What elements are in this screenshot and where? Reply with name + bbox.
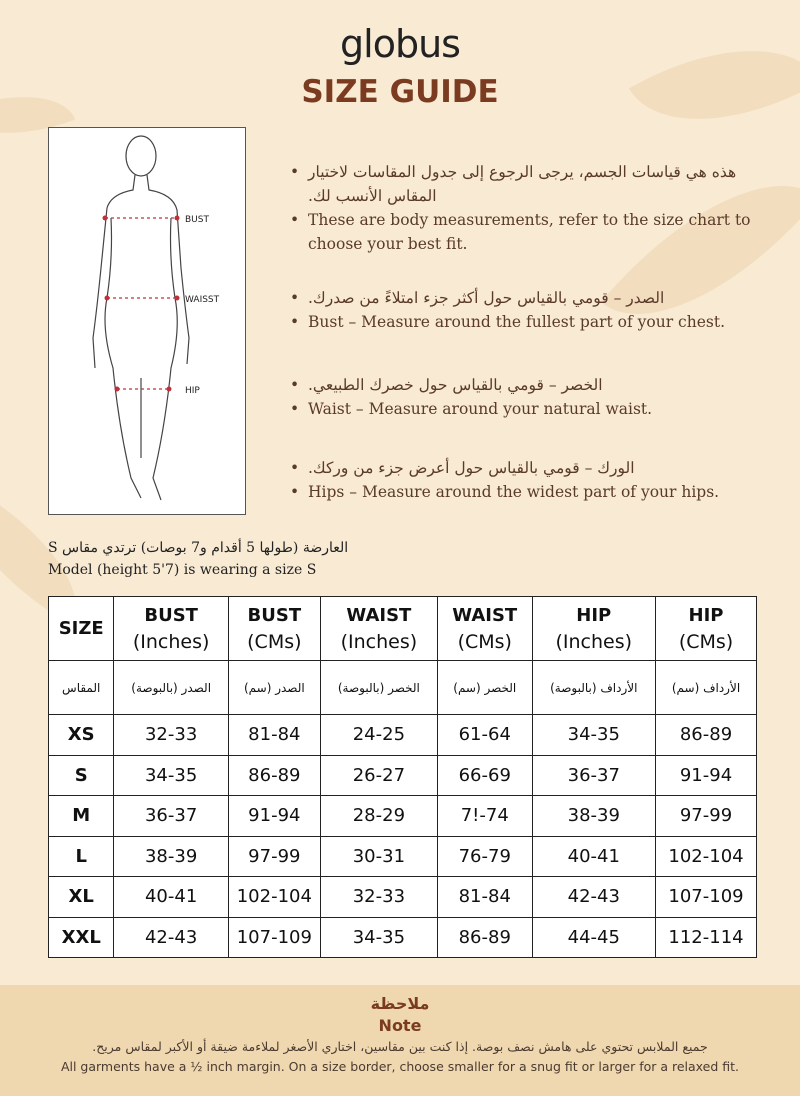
column-header-ar: الخصر (بالبوصة)	[320, 661, 437, 715]
measurement-cell: 107-109	[228, 917, 320, 958]
measurement-cell: 97-99	[656, 796, 757, 837]
hip-label: HIP	[185, 386, 200, 396]
measurement-cell: 36-37	[532, 755, 655, 796]
column-header	[320, 597, 437, 661]
measurement-cell: 30-31	[320, 836, 437, 877]
bust-label: BUST	[185, 215, 209, 225]
size-cell: XXL	[49, 917, 114, 958]
measurement-cell: 81-84	[437, 877, 532, 918]
measurement-cell: 38-39	[532, 796, 655, 837]
header-unit: (Inches)	[132, 630, 210, 653]
column-header-ar: الصدر (سم)	[228, 661, 320, 715]
measurement-cell: 36-37	[114, 796, 228, 837]
measurement-cell: 102-104	[656, 836, 757, 877]
bullet-en: • These are body measurements, refer to the size chart to choose your best fit.	[290, 208, 760, 256]
bullet-ar: • الورك – قومي بالقياس حول أعرض جزء من وركك.	[290, 456, 760, 480]
bullet-ar: • الخصر – قومي بالقياس حول خصرك الطبيعي.	[290, 373, 760, 397]
bullet-en: • Waist – Measure around your natural waist.	[290, 397, 760, 421]
note-section	[0, 985, 800, 1096]
size-cell: L	[49, 836, 114, 877]
bullet-ar: • هذه هي قياسات الجسم، يرجى الرجوع إلى جدول المقاسات لاختيار المقاس الأنسب لك.	[290, 160, 760, 208]
note-text-ar: جميع الملابس تحتوي على هامش نصف بوصة. إذا كنت بين مقاسين، اختاري الأصغر لملاءمة ضيقة أو الأكبر لمقاس مريح.	[92, 1039, 708, 1054]
column-header	[49, 597, 114, 661]
note-text: All garments have a ½ inch margin. On a size border, choose smaller for a snug fit or larger for a relaxed fit.	[60, 1059, 740, 1074]
column-header-ar: الصدر (بالبوصة)	[114, 661, 228, 715]
column-header	[114, 597, 228, 661]
measurement-cell: 40-41	[532, 836, 655, 877]
header-line1: HIP	[688, 604, 724, 626]
measurement-cell: 34-35	[320, 917, 437, 958]
measurement-cell: 26-27	[320, 755, 437, 796]
column-header	[228, 597, 320, 661]
bullet-group-waist	[290, 373, 760, 421]
measurement-cell: 102-104	[228, 877, 320, 918]
bullet-group-intro	[290, 160, 760, 256]
measurement-cell: 66-69	[437, 755, 532, 796]
measurement-cell: 86-89	[437, 917, 532, 958]
header-unit: (Inches)	[555, 630, 633, 653]
bullet-en: • Hips – Measure around the widest part of your hips.	[290, 480, 760, 504]
size-cell: S	[49, 755, 114, 796]
column-header	[532, 597, 655, 661]
measurement-cell: 97-99	[228, 836, 320, 877]
table-row	[49, 755, 757, 796]
measurement-cell: 34-35	[114, 755, 228, 796]
measurement-cell: 40-41	[114, 877, 228, 918]
table-row	[49, 715, 757, 756]
note-title-ar: ملاحظة	[370, 994, 430, 1013]
header-line1: HIP	[576, 604, 612, 626]
column-header-ar: المقاس	[49, 661, 114, 715]
measurement-cell: 28-29	[320, 796, 437, 837]
model-info-en: Model (height 5'7) is wearing a size S	[48, 562, 317, 578]
bullet-group-bust	[290, 286, 760, 334]
measurement-cell: 61-64	[437, 715, 532, 756]
measurement-cell: 42-43	[114, 917, 228, 958]
size-cell: M	[49, 796, 114, 837]
brand-logo: globus	[340, 22, 460, 66]
measurement-cell: 86-89	[228, 755, 320, 796]
header-unit: (Inches)	[340, 630, 418, 653]
measurement-cell: 81-84	[228, 715, 320, 756]
measurement-cell: 38-39	[114, 836, 228, 877]
note-title: Note	[378, 1016, 422, 1035]
measurement-cell: 24-25	[320, 715, 437, 756]
header-line1: WAIST	[346, 604, 412, 626]
column-header-ar: الأرداف (بالبوصة)	[532, 661, 655, 715]
table-row	[49, 917, 757, 958]
measurement-cell: 112-114	[656, 917, 757, 958]
model-info-ar: العارضة (طولها 5 أقدام و7 بوصات) ترتدي مقاس S	[48, 540, 349, 556]
measurement-cell: 91-94	[656, 755, 757, 796]
table-row	[49, 796, 757, 837]
measurement-cell: 34-35	[532, 715, 655, 756]
bullet-en: • Bust – Measure around the fullest part of your chest.	[290, 310, 760, 334]
header-unit: (CMs)	[678, 630, 734, 653]
measurement-cell: 76-79	[437, 836, 532, 877]
measurement-cell: 32-33	[320, 877, 437, 918]
table-row	[49, 877, 757, 918]
size-chart-table	[48, 596, 757, 958]
bullet-group-hips	[290, 456, 760, 504]
measurement-cell: 44-45	[532, 917, 655, 958]
measurement-cell: 7!-74	[437, 796, 532, 837]
size-cell: XL	[49, 877, 114, 918]
header-line1: BUST	[247, 604, 302, 626]
column-header-ar: الخصر (سم)	[437, 661, 532, 715]
measurement-cell: 91-94	[228, 796, 320, 837]
header-line1: SIZE	[58, 618, 104, 639]
measurement-cell: 42-43	[532, 877, 655, 918]
size-cell: XS	[49, 715, 114, 756]
body-measurement-figure	[48, 127, 246, 515]
bullet-ar: • الصدر – قومي بالقياس حول أكثر جزء امتلاءً من صدرك.	[290, 286, 760, 310]
column-header	[656, 597, 757, 661]
model-info	[48, 537, 348, 581]
header-unit: (CMs)	[457, 630, 512, 653]
header-unit: (CMs)	[247, 630, 302, 653]
header-line1: BUST	[144, 604, 198, 626]
waist-label: WAISST	[185, 295, 220, 305]
column-header	[437, 597, 532, 661]
measurement-cell: 86-89	[656, 715, 757, 756]
column-header-ar: الأرداف (سم)	[656, 661, 757, 715]
measurement-cell: 107-109	[656, 877, 757, 918]
measurement-cell: 32-33	[114, 715, 228, 756]
page-title: SIZE GUIDE	[301, 74, 499, 110]
header-line1: WAIST	[452, 604, 518, 626]
table-row	[49, 836, 757, 877]
